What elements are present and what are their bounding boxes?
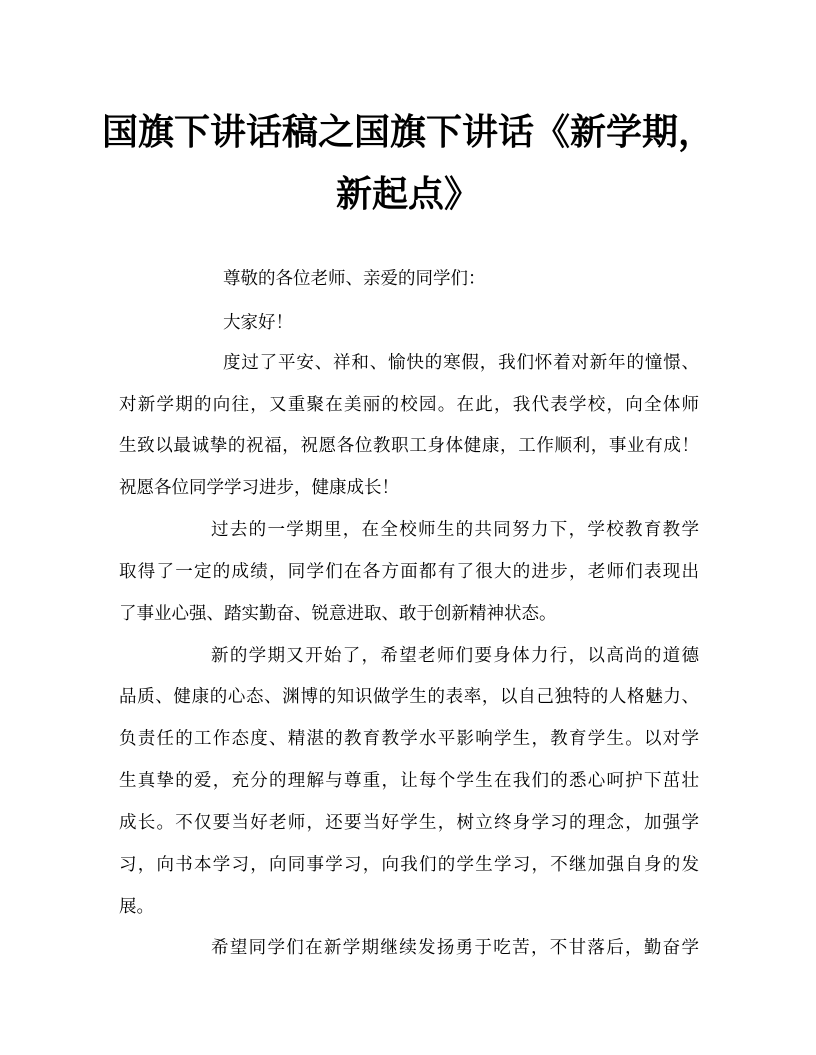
- salutation: 尊敬的各位老师、亲爱的同学们：: [223, 269, 486, 289]
- paragraph-line: 对新学期的向往，又重聚在美丽的校园。在此，我代表学校，向全体师: [119, 395, 699, 415]
- paragraph-line: 希望同学们在新学期继续发扬勇于吃苦，不甘落后，勤奋学: [211, 938, 699, 958]
- paragraph-line: 生致以最诚挚的祝福，祝愿各位教职工身体健康，工作顺利，事业有成！: [119, 436, 699, 456]
- paragraph-line: 品质、健康的心态、渊博的知识做学生的表率，以自己独特的人格魅力、: [119, 687, 699, 707]
- paragraph-line: 成长。不仅要当好老师，还要当好学生，树立终身学习的理念，加强学: [119, 813, 699, 833]
- paragraph-line: 习，向书本学习，向同事学习，向我们的学生学习，不继加强自身的发: [119, 855, 699, 875]
- document-title-line-2: 新起点》: [335, 173, 480, 215]
- paragraph-line: 生真挚的爱，充分的理解与尊重，让每个学生在我们的悉心呵护下茁壮: [119, 771, 699, 791]
- greeting: 大家好！: [223, 313, 293, 333]
- paragraph-line: 负责任的工作态度、精湛的教育教学水平影响学生，教育学生。以对学: [119, 729, 699, 749]
- document-title-line-1: 国旗下讲话稿之国旗下讲话《新学期，: [101, 111, 714, 153]
- paragraph-line: 取得了一定的成绩，同学们在各方面都有了很大的进步，老师们表现出: [119, 562, 699, 582]
- paragraph-line: 度过了平安、祥和、愉快的寒假，我们怀着对新年的憧憬、: [223, 353, 699, 373]
- paragraph-line: 新的学期又开始了，希望老师们要身体力行，以高尚的道德: [211, 646, 699, 666]
- paragraph-line: 展。: [119, 897, 154, 917]
- paragraph-line: 祝愿各位同学学习进步，健康成长！: [119, 478, 399, 498]
- paragraph-line: 了事业心强、踏实勤奋、锐意进取、敢于创新精神状态。: [119, 604, 557, 624]
- paragraph-line: 过去的一学期里，在全校师生的共同努力下，学校教育教学: [211, 520, 699, 540]
